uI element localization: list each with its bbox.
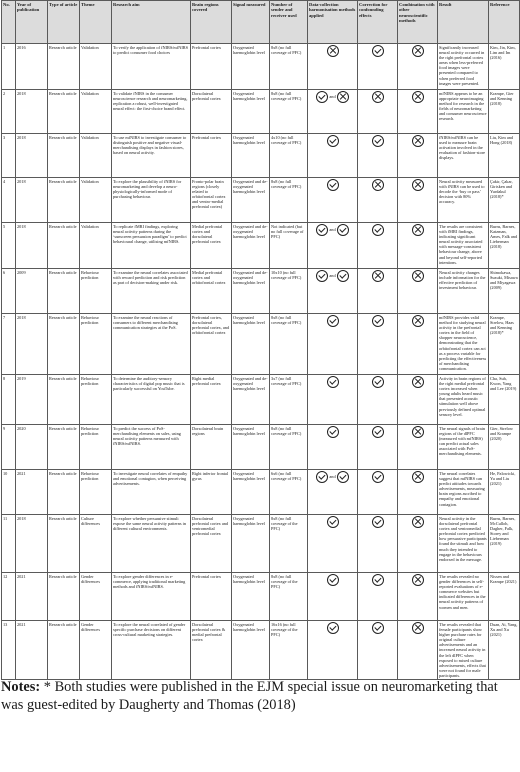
cell-brain-regions: Medial prefrontal cortex and dorsolateral prefrontal cortex	[191, 223, 232, 269]
cell-number-sender-receiver: 8x8 (no full coverage of PFC)	[270, 90, 308, 134]
check-circle-icon	[316, 270, 328, 282]
cell-combination	[398, 515, 438, 573]
cell-harmonisation	[308, 134, 358, 178]
cell-reference: Gier, Strelow and Krampe (2020)	[489, 425, 520, 470]
check-circle-icon	[372, 622, 384, 634]
cell-theme: Validation	[80, 44, 112, 90]
cell-harmonisation	[308, 573, 358, 621]
cross-circle-icon	[412, 376, 424, 388]
cell-harmonisation	[308, 44, 358, 90]
cell-result: Neural activity in the dorsolateral prefrontal cortex and ventromedial prefrontal cortex predicted how persuasive participants found the stimuli and how much they intended to engage in the behaviours endorsed in the message.	[438, 515, 489, 573]
cell-year: 2018	[16, 178, 48, 223]
cell-type: Research article	[48, 425, 80, 470]
cell-year: 2018	[16, 223, 48, 269]
cell-no: 2	[2, 90, 16, 134]
cell-signal: Oxygenated haemoglobin level	[232, 425, 270, 470]
cell-signal: Oxygenated haemoglobin level	[232, 90, 270, 134]
table-row	[2, 223, 520, 269]
cell-correction	[358, 134, 398, 178]
cell-combination	[398, 44, 438, 90]
cell-correction	[358, 425, 398, 470]
cell-brain-regions: Prefrontal cortex	[191, 134, 232, 178]
cell-result: Activity in brain regions of the right medial prefrontal cortex increased when young adults heard music that presented acoustic stimulation well above previously defined optimal sensory level.	[438, 375, 489, 425]
cell-brain-regions: Dorsolateral brain regions	[191, 425, 232, 470]
cross-circle-icon	[372, 91, 384, 103]
column-header: Signal measured	[232, 1, 270, 44]
cell-correction	[358, 90, 398, 134]
table-row	[2, 90, 520, 134]
column-header: Result	[438, 1, 489, 44]
cell-reference: Liu, Kim and Hong (2018)	[489, 134, 520, 178]
cell-signal: Oxygenated haemoglobin level	[232, 621, 270, 680]
cell-research-aim: To replicate fMRI findings, exploring neural activity patterns during the ‘sunscreen persuasion paradigm’ to predict behavioural change, utilising mfNIRS.	[112, 223, 191, 269]
cell-research-aim: To explore gender differences in e-commerce, applying traditional marketing methods and fNIRS/mfNIRS.	[112, 573, 191, 621]
cell-result: Neural activity measured with fNIRS can be used to decode the ‘buy or pass’ decision with 80% accuracy.	[438, 178, 489, 223]
cell-number-sender-receiver: Not indicated (but no full coverage of PFC)	[270, 223, 308, 269]
cell-type: Research article	[48, 515, 80, 573]
cell-combination	[398, 621, 438, 680]
check-circle-icon	[327, 376, 339, 388]
cell-reference: Krampe, Gier and Kenning (2018)	[489, 90, 520, 134]
cell-reference: Burns, Barnes, McCulloh, Dagher, Falk, Storey and Lieberman (2019)	[489, 515, 520, 573]
cell-number-sender-receiver: 8x8 (no full coverage of PFC)	[270, 314, 308, 375]
cell-signal: Oxygenated and de-oxygenated haemoglobin level	[232, 269, 270, 314]
cell-research-aim: To examine the neural correlates associated with reward prediction and risk prediction as part of decision-making under risk.	[112, 269, 191, 314]
cell-number-sender-receiver: 8x8 (no full coverage of PFC)	[270, 178, 308, 223]
cell-research-aim: To explore whether persuasive stimuli expose the same neural activity patterns in different cultural environments.	[112, 515, 191, 573]
column-header: Correction for confounding effects	[358, 1, 398, 44]
check-circle-icon	[372, 224, 384, 236]
cross-circle-icon	[412, 426, 424, 438]
cell-harmonisation	[308, 223, 358, 269]
cross-circle-icon	[412, 471, 424, 483]
cell-reference: Duan, Ai, Yang, Xu and Xu (2021)	[489, 621, 520, 680]
cell-correction	[358, 375, 398, 425]
table-row	[2, 134, 520, 178]
cell-no: 10	[2, 470, 16, 515]
cell-result: Significantly increased neural activity occurred in the right prefrontal cortex areas when less-preferred food images were presented compared to when preferred food images were presented.	[438, 44, 489, 90]
column-header: Data-collection harmonisation methods applied	[308, 1, 358, 44]
cell-correction	[358, 269, 398, 314]
cell-signal: Oxygenated haemoglobin level	[232, 573, 270, 621]
cell-signal: Oxygenated and de-oxygenated haemoglobin level	[232, 178, 270, 223]
check-circle-icon	[337, 224, 349, 236]
check-circle-icon	[372, 426, 384, 438]
check-circle-icon	[372, 376, 384, 388]
cross-circle-icon	[412, 179, 424, 191]
table-row	[2, 375, 520, 425]
cell-brain-regions: Right inferior frontal gyrus	[191, 470, 232, 515]
cell-year: 2021	[16, 470, 48, 515]
table-header-row	[2, 1, 520, 44]
cell-theme: Validation	[80, 178, 112, 223]
cell-type: Research article	[48, 314, 80, 375]
cell-correction	[358, 223, 398, 269]
cell-number-sender-receiver: 8x8 (no full coverage of the PFC)	[270, 573, 308, 621]
cell-result: Neural activity changes include information for the effective prediction of investment behaviour.	[438, 269, 489, 314]
check-circle-icon	[327, 315, 339, 327]
cross-circle-icon	[412, 574, 424, 586]
cell-research-aim: To explore the plausibility of fNIRS for neuromarketing and develop a neuro-physiologically-informed mode of purchasing behaviour.	[112, 178, 191, 223]
cell-theme: Validation	[80, 90, 112, 134]
cell-signal: Oxygenated and de-oxygenated haemoglobin level	[232, 375, 270, 425]
table-page	[1, 0, 519, 680]
cell-no: 6	[2, 269, 16, 314]
check-circle-icon	[337, 270, 349, 282]
cell-year: 2016	[16, 44, 48, 90]
cell-research-aim: To investigate neural correlates of empathy and emotional contagion, when perceiving advertisements.	[112, 470, 191, 515]
check-circle-icon	[372, 315, 384, 327]
cell-harmonisation	[308, 314, 358, 375]
cell-brain-regions: Right medial prefrontal cortex	[191, 375, 232, 425]
cell-correction	[358, 515, 398, 573]
column-header: Year of publication	[16, 1, 48, 44]
cross-circle-icon	[337, 91, 349, 103]
cell-reference: Nissen and Krampe (2021)	[489, 573, 520, 621]
cell-type: Research article	[48, 621, 80, 680]
check-circle-icon	[327, 426, 339, 438]
cell-number-sender-receiver: 8x8 (no full coverage of PFC)	[270, 44, 308, 90]
cell-harmonisation	[308, 178, 358, 223]
cell-correction	[358, 314, 398, 375]
cell-combination	[398, 134, 438, 178]
and-text: and	[329, 94, 336, 99]
cross-circle-icon	[412, 622, 424, 634]
check-circle-icon	[316, 471, 328, 483]
cell-no: 12	[2, 573, 16, 621]
cell-number-sender-receiver: 10x10 (no full coverage of PFC)	[270, 269, 308, 314]
cell-year: 2019	[16, 375, 48, 425]
and-text: and	[329, 474, 336, 479]
cell-signal: Oxygenated haemoglobin level	[232, 314, 270, 375]
cell-signal: Oxygenated haemoglobin level	[232, 134, 270, 178]
check-circle-icon	[337, 471, 349, 483]
cross-circle-icon	[412, 270, 424, 282]
table-row	[2, 314, 520, 375]
cell-brain-regions: Prefrontal cortex, dorsolateral prefrontal cortex, and orbitofrontal cortex	[191, 314, 232, 375]
cell-combination	[398, 470, 438, 515]
cell-no: 8	[2, 375, 16, 425]
cell-no: 13	[2, 621, 16, 680]
cell-research-aim: To explore the neural correlated of gender specific purchase decisions on different cross-cultural marketing strategies.	[112, 621, 191, 680]
cell-no: 1	[2, 44, 16, 90]
cell-no: 4	[2, 178, 16, 223]
cell-brain-regions: Dorsolateral prefrontal cortex and ventromedial prefrontal cortex	[191, 515, 232, 573]
cell-result: The results revealed that female participants show higher purchase rates for original culture advertisements and an increased neural activity in the left dlPFC when exposed to mixed culture advertisements, effects that were not found for male participants.	[438, 621, 489, 680]
cell-number-sender-receiver: 16x16 (no full coverage of the PFC)	[270, 621, 308, 680]
cross-circle-icon	[412, 135, 424, 147]
cell-no: 5	[2, 223, 16, 269]
cross-circle-icon	[412, 516, 424, 528]
cell-research-aim: To use mfNIRS to investigate consumer to distinguish positive and negative visual-merchandising displays in fashion stores, based on neural activity.	[112, 134, 191, 178]
cell-brain-regions: Dorsolateral prefrontal cortex	[191, 90, 232, 134]
check-circle-icon	[372, 516, 384, 528]
cell-year: 2021	[16, 621, 48, 680]
cell-type: Research article	[48, 470, 80, 515]
cell-no: 3	[2, 134, 16, 178]
table-body	[2, 44, 520, 680]
table-row	[2, 44, 520, 90]
cell-number-sender-receiver: 8x8 (no full coverage of the PFC)	[270, 515, 308, 573]
cell-combination	[398, 269, 438, 314]
cell-combination	[398, 178, 438, 223]
cell-year: 2021	[16, 573, 48, 621]
cell-combination	[398, 425, 438, 470]
check-circle-icon	[327, 135, 339, 147]
cell-combination	[398, 223, 438, 269]
cell-year: 2018	[16, 90, 48, 134]
notes-label: Notes:	[1, 679, 41, 695]
table-row	[2, 178, 520, 223]
cell-theme: Behaviour prediction	[80, 314, 112, 375]
column-header: Combination with other neuroscientific methods	[398, 1, 438, 44]
cross-circle-icon	[412, 45, 424, 57]
cell-harmonisation	[308, 90, 358, 134]
cell-result: mfNIRS provides valid method for studying neural activity in the prefrontal cortex in the field of shopper neuroscience, demonstrating that the orbitofrontal cortex can act as a process variable for predicting the effectiveness of merchandising communication.	[438, 314, 489, 375]
cell-reference: Shimokawa, Suzuki, Misawa and Miyagawa (2009)	[489, 269, 520, 314]
check-circle-icon	[372, 45, 384, 57]
cell-type: Research article	[48, 573, 80, 621]
cell-type: Research article	[48, 90, 80, 134]
cell-harmonisation	[308, 269, 358, 314]
cell-type: Research article	[48, 375, 80, 425]
check-circle-icon	[372, 135, 384, 147]
cell-type: Research article	[48, 44, 80, 90]
cell-signal: Oxygenated and de-oxygenated haemoglobin level	[232, 223, 270, 269]
cell-result: The neural correlates suggest that mfNIRS can predict attitudes towards advertisements, measuring brain regions ascribed to empathy and emotional contagion.	[438, 470, 489, 515]
cell-theme: Culture differences	[80, 515, 112, 573]
cell-research-aim: To validate fNIRS in the consumer neuroscience research and neuromarketing, replication a robust, well-investigated neural effect: the first-choice brand effect.	[112, 90, 191, 134]
cell-harmonisation	[308, 375, 358, 425]
table-row	[2, 573, 520, 621]
and-text: and	[329, 273, 336, 278]
cell-harmonisation	[308, 425, 358, 470]
cell-no: 9	[2, 425, 16, 470]
cell-type: Research article	[48, 134, 80, 178]
column-header: Theme	[80, 1, 112, 44]
cell-number-sender-receiver: 8x8 (no full coverage of PFC)	[270, 425, 308, 470]
cell-result: The results revealed no gender differences in self-reported evaluations of e-commerce websites but indicated differences in the neural activity patterns of women and men.	[438, 573, 489, 621]
column-header: Number of sender and receiver used	[270, 1, 308, 44]
table-row	[2, 515, 520, 573]
cell-correction	[358, 44, 398, 90]
cell-reference: Cha, Suh, Kwon, Yang and Lee (2019)	[489, 375, 520, 425]
cross-circle-icon	[327, 45, 339, 57]
cell-year: 2018	[16, 134, 48, 178]
column-header: Type of article	[48, 1, 80, 44]
cell-brain-regions: Prefrontal cortex	[191, 573, 232, 621]
cell-combination	[398, 314, 438, 375]
cell-result: The results are consistent with fMRI findings, indicating significant neural activity associated with message-consistent behaviour change, above and beyond self-reported intentions.	[438, 223, 489, 269]
cell-correction	[358, 621, 398, 680]
table-notes	[1, 678, 513, 714]
cell-theme: Behaviour prediction	[80, 269, 112, 314]
cell-type: Research article	[48, 269, 80, 314]
cell-research-aim: To determine the auditory-sensory characteristics of digital pop music that is particularly successful on YouTube.	[112, 375, 191, 425]
cell-year: 2009	[16, 269, 48, 314]
cell-correction	[358, 573, 398, 621]
cross-circle-icon	[412, 224, 424, 236]
cell-result: mfNIRS appears to be an appropriate neuroimaging method for research in the fields of neuromarketing and consumer neuroscience research.	[438, 90, 489, 134]
check-circle-icon	[327, 574, 339, 586]
and-text: and	[329, 227, 336, 232]
cell-research-aim: To predict the success of PoS-merchandising elements on sales, using neural activity patterns measured with fNIRS/mfNIRS.	[112, 425, 191, 470]
table-row	[2, 470, 520, 515]
cross-circle-icon	[372, 179, 384, 191]
cell-number-sender-receiver: 6x6 (no full coverage of PFC)	[270, 470, 308, 515]
cross-circle-icon	[412, 91, 424, 103]
literature-table	[1, 0, 520, 680]
cell-number-sender-receiver: 3x7 (no full coverage of PFC)	[270, 375, 308, 425]
cell-reference: Burns, Barnes, Katzman, Ames, Falk and Lieberman (2018)	[489, 223, 520, 269]
cell-theme: Behaviour prediction	[80, 470, 112, 515]
check-circle-icon	[316, 91, 328, 103]
cell-theme: Validation	[80, 134, 112, 178]
cell-no: 7	[2, 314, 16, 375]
table-row	[2, 425, 520, 470]
cell-no: 11	[2, 515, 16, 573]
cell-harmonisation	[308, 621, 358, 680]
cell-harmonisation	[308, 515, 358, 573]
cell-type: Research article	[48, 223, 80, 269]
check-circle-icon	[327, 622, 339, 634]
cell-combination	[398, 90, 438, 134]
cell-year: 2018	[16, 515, 48, 573]
cell-brain-regions: Fronto-polar brain regions (closely related to orbitofrontal cortex and ventro-medial prefrontal cortex)	[191, 178, 232, 223]
column-header: Research aim	[112, 1, 191, 44]
check-circle-icon	[316, 224, 328, 236]
cell-result: fNIRS/mfNIRS can be used to measure brain activation involved in the evaluation of fashion-store displays.	[438, 134, 489, 178]
check-circle-icon	[372, 574, 384, 586]
cell-combination	[398, 573, 438, 621]
cell-signal: Oxygenated haemoglobin level	[232, 470, 270, 515]
cell-theme: Gender differences	[80, 573, 112, 621]
cell-correction	[358, 178, 398, 223]
column-header: Reference	[489, 1, 520, 44]
column-header: No.	[2, 1, 16, 44]
cell-brain-regions: Dorsolateral prefrontal cortex & medial prefrontal cortex	[191, 621, 232, 680]
cell-brain-regions: Prefrontal cortex	[191, 44, 232, 90]
cell-reference: He, Palowicki, Yu and Liu (2021)	[489, 470, 520, 515]
column-header: Brain regions covered	[191, 1, 232, 44]
cell-year: 2018	[16, 314, 48, 375]
cell-number-sender-receiver: 4x10 (no full coverage of PFC)	[270, 134, 308, 178]
notes-text: * Both studies were published in the EJM special issue on neuromarketing that was guest-edited by Daugherty and Thomas (2018)	[1, 679, 498, 713]
cell-theme: Validation	[80, 223, 112, 269]
cell-type: Research article	[48, 178, 80, 223]
cell-reference: Kim, Jin, Kim, Lim and Im (2016)	[489, 44, 520, 90]
cross-circle-icon	[372, 270, 384, 282]
cell-research-aim: To examine the neural reactions of consumers to different merchandising communication strategies at the PoS.	[112, 314, 191, 375]
cell-result: The neural signals of brain regions of the dlPFC (measured with mfNIRS) can predict actual sales associated with PoS-merchandising elements.	[438, 425, 489, 470]
table-row	[2, 621, 520, 680]
cell-reference: Çakir, Çakar, Girisken and Yurdakul (2018)*	[489, 178, 520, 223]
cell-year: 2020	[16, 425, 48, 470]
table-row	[2, 269, 520, 314]
cell-harmonisation	[308, 470, 358, 515]
cell-reference: Krampe, Strelow, Haas and Kenning (2018)*	[489, 314, 520, 375]
check-circle-icon	[327, 516, 339, 528]
cell-theme: Behaviour prediction	[80, 375, 112, 425]
check-circle-icon	[372, 471, 384, 483]
cell-combination	[398, 375, 438, 425]
check-circle-icon	[327, 179, 339, 191]
cell-theme: Gender differences	[80, 621, 112, 680]
cell-signal: Oxygenated haemoglobin level	[232, 44, 270, 90]
cell-signal: Oxygenated haemoglobin level	[232, 515, 270, 573]
cell-research-aim: To verify the application of fNIRS/mfNIRS to predict consumer food choices	[112, 44, 191, 90]
cell-correction	[358, 470, 398, 515]
cross-circle-icon	[412, 315, 424, 327]
cell-brain-regions: Medial prefrontal cortex and orbitofrontal cortex	[191, 269, 232, 314]
cell-theme: Behaviour prediction	[80, 425, 112, 470]
